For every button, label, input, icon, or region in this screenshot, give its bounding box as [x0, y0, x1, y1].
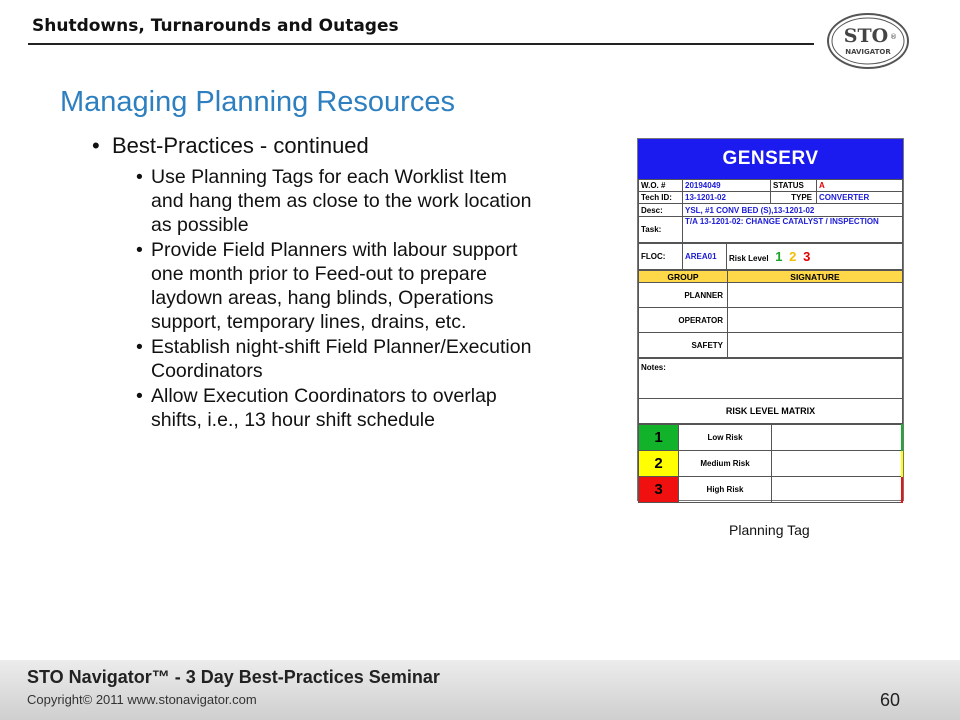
status-value: A: [817, 180, 903, 192]
risk-row-medium: [639, 451, 903, 477]
tag-title: GENSERV: [638, 139, 903, 179]
risk-matrix-table: [638, 424, 903, 503]
risk-matrix-blank: [772, 425, 903, 451]
sub-bullet-line: • Provide Field Planners with labour support: [151, 239, 518, 261]
notes-label: Notes:: [639, 359, 903, 399]
risk-matrix-label: Low Risk: [679, 425, 772, 451]
risk-matrix-blank: [772, 451, 903, 477]
risk-matrix-level: 1: [639, 425, 679, 451]
floc-label: FLOC:: [639, 244, 683, 270]
bullet-list: [92, 133, 627, 433]
group-header: GROUP: [639, 271, 728, 283]
header-title: Shutdowns, Turnarounds and Outages: [32, 16, 399, 36]
sub-bullet: [136, 165, 627, 237]
tag-info-table: [638, 179, 903, 243]
safety-label: SAFETY: [639, 333, 728, 358]
desc-value: YSL, #1 CONV BED (S),13-1201-02: [683, 204, 903, 217]
footer-seminar-title: STO Navigator™ - 3 Day Best-Practices Seminar: [27, 667, 440, 687]
risk-matrix-blank: [772, 477, 903, 503]
sto-navigator-logo: [826, 12, 910, 70]
risk-level-2: 2: [789, 249, 797, 264]
task-label: Task:: [639, 217, 683, 243]
planner-label: PLANNER: [639, 283, 728, 308]
operator-label: OPERATOR: [639, 308, 728, 333]
techid-label: Tech ID:: [639, 192, 683, 204]
sub-bullet-line: shifts, i.e., 13 hour shift schedule: [151, 409, 435, 431]
sub-bullet-line: • Allow Execution Coordinators to overlap: [151, 385, 497, 407]
main-bullet: • Best-Practices - continued: [92, 133, 369, 158]
risk-level-label: Risk Level: [729, 254, 769, 263]
planning-tag: [637, 138, 904, 501]
page-number: 60: [880, 690, 901, 710]
sub-bullet: [136, 384, 627, 432]
matrix-title: RISK LEVEL MATRIX: [639, 399, 903, 424]
sub-bullet: [136, 335, 627, 383]
signature-header: SIGNATURE: [728, 271, 903, 283]
slide-title: Managing Planning Resources: [60, 86, 455, 118]
sub-bullet-line: one month prior to Feed-out to prepare: [151, 263, 488, 285]
risk-matrix-label: Medium Risk: [679, 451, 772, 477]
sub-bullet-line: • Establish night-shift Field Planner/Execution: [151, 336, 532, 358]
desc-label: Desc:: [639, 204, 683, 217]
status-label: STATUS: [771, 180, 817, 192]
techid-value: 13-1201-02: [683, 192, 771, 204]
sub-bullet-list: [92, 165, 627, 432]
risk-level-cell: [727, 244, 903, 270]
task-value: T/A 13-1201-02: CHANGE CATALYST / INSPECTION: [683, 217, 903, 243]
sub-bullet: [136, 238, 627, 334]
logo-main-text: STO: [843, 25, 889, 47]
wo-label: W.O. #: [639, 180, 683, 192]
sub-bullet-line: Coordinators: [151, 360, 263, 382]
sub-bullet-line: support, temporary lines, drains, etc.: [151, 311, 467, 333]
logo-registered-mark: ®: [890, 33, 897, 41]
tag-caption: Planning Tag: [729, 522, 810, 538]
logo-sub-text: NAVIGATOR: [845, 48, 891, 56]
risk-matrix-level: 2: [639, 451, 679, 477]
wo-value: 20194049: [683, 180, 771, 192]
risk-matrix-label: High Risk: [679, 477, 772, 503]
main-bullet-text: Best-Practices - continued: [112, 133, 369, 158]
header-rule: [28, 43, 814, 45]
risk-level-3: 3: [803, 249, 811, 264]
type-value: CONVERTER: [817, 192, 903, 204]
risk-matrix-level: 3: [639, 477, 679, 503]
risk-row-high: [639, 477, 903, 503]
floc-value: AREA01: [683, 244, 727, 270]
planner-signature: [728, 283, 903, 308]
risk-level-1: 1: [775, 249, 783, 264]
tag-notes-table: [638, 358, 903, 424]
tag-signature-table: [638, 270, 903, 358]
sub-bullet-line: • Use Planning Tags for each Worklist Item: [151, 166, 507, 188]
tag-floc-table: [638, 243, 903, 270]
footer-copyright: Copyright© 2011 www.stonavigator.com: [27, 692, 257, 707]
type-label: TYPE: [771, 192, 817, 204]
sub-bullet-line: as possible: [151, 214, 249, 236]
risk-row-low: [639, 425, 903, 451]
operator-signature: [728, 308, 903, 333]
sub-bullet-line: and hang them as close to the work location: [151, 190, 532, 212]
safety-signature: [728, 333, 903, 358]
sub-bullet-line: laydown areas, hang blinds, Operations: [151, 287, 494, 309]
